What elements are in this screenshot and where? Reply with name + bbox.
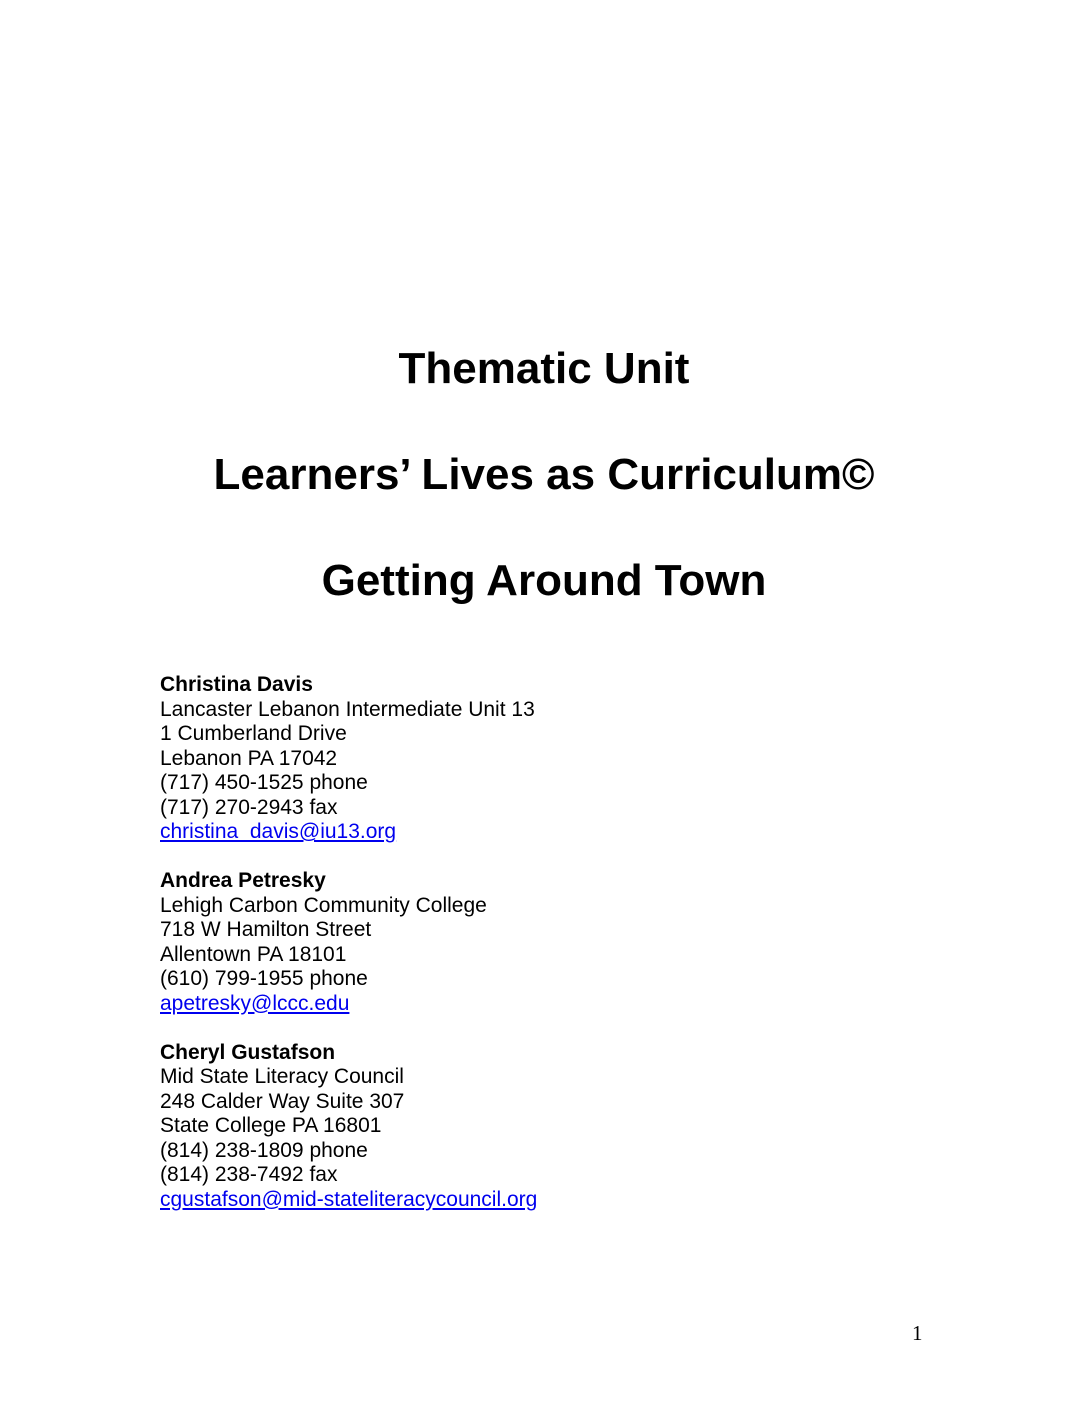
document-subtitle: Learners’ Lives as Curriculum© xyxy=(213,450,875,499)
contact-city: Allentown PA 18101 xyxy=(160,942,347,966)
contact-organization: Mid State Literacy Council xyxy=(160,1065,404,1088)
contact-phone: (717) 450-1525 phone xyxy=(160,771,368,794)
contact-city: Lebanon PA 17042 xyxy=(160,746,338,770)
contact-organization: Lehigh Carbon Community College xyxy=(160,893,487,917)
page-number: 1 xyxy=(912,1321,923,1345)
contact-organization: Lancaster Lebanon Intermediate Unit 13 xyxy=(160,697,535,721)
contact-email-link[interactable]: cgustafson@mid-stateliteracycouncil.org xyxy=(160,1187,538,1211)
contact-phone: (814) 238-1809 phone xyxy=(160,1138,368,1162)
contact-phone: (610) 799-1955 phone xyxy=(160,967,368,990)
contact-street: 248 Calder Way Suite 307 xyxy=(160,1089,405,1113)
contact-cheryl-gustafson xyxy=(160,1041,920,1213)
contact-name: Cheryl Gustafson xyxy=(160,1040,336,1064)
contact-city: State College PA 16801 xyxy=(160,1114,382,1137)
contact-fax: (814) 238-7492 fax xyxy=(160,1163,338,1186)
contact-fax: (717) 270-2943 fax xyxy=(160,795,338,819)
title-block xyxy=(0,336,1088,654)
contact-email-link[interactable]: apetresky@lccc.edu xyxy=(160,991,350,1015)
contact-name: Christina Davis xyxy=(160,673,313,696)
contact-list xyxy=(160,673,920,1237)
contact-street: 718 W Hamilton Street xyxy=(160,918,372,941)
contact-name: Andrea Petresky xyxy=(160,869,326,892)
unit-title: Getting Around Town xyxy=(321,556,767,605)
contact-andrea-petresky xyxy=(160,869,920,1016)
contact-email-link[interactable]: christina_davis@iu13.org xyxy=(160,820,397,843)
document-title: Thematic Unit xyxy=(398,344,690,393)
contact-christina-davis xyxy=(160,673,920,845)
contact-street: 1 Cumberland Drive xyxy=(160,722,347,745)
